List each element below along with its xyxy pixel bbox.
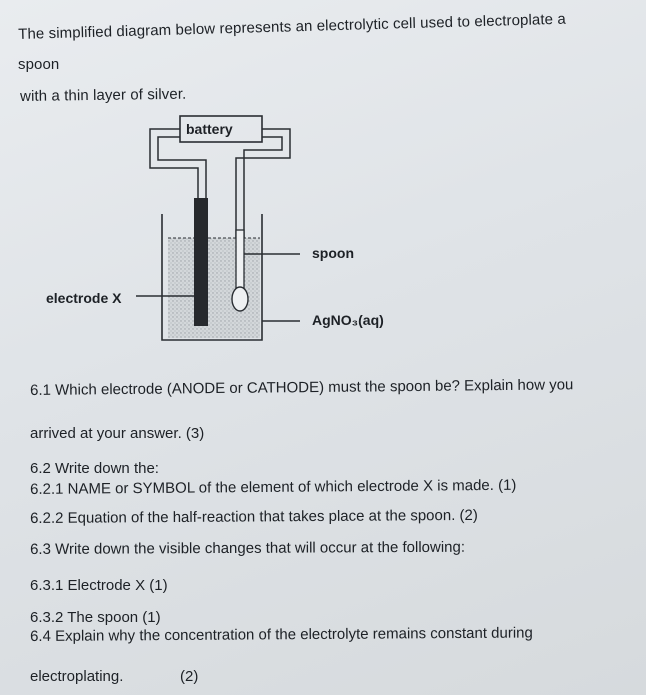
electrode-x-label: electrode X — [46, 290, 122, 306]
question-6-3-1: 6.3.1 Electrode X (1) — [30, 577, 168, 594]
wires — [150, 129, 290, 240]
question-6-4-mark: (2) — [180, 668, 199, 685]
question-6-3-2: 6.3.2 The spoon (1) — [30, 609, 161, 626]
question-6-1-line-2: arrived at your answer. (3) — [30, 425, 205, 442]
intro-line-2: spoon — [18, 56, 60, 73]
beaker — [162, 214, 262, 340]
battery — [180, 116, 262, 142]
question-6-2-2: 6.2.2 Equation of the half-reaction that takes place at the spoon. (2) — [30, 506, 478, 527]
question-6-4-line-1: 6.4 Explain why the concentration of the electrolyte remains constant during — [30, 624, 533, 645]
spoon-label: spoon — [312, 245, 354, 261]
question-6-1-line-1: 6.1 Which electrode (ANODE or CATHODE) must the spoon be? Explain how you — [30, 376, 574, 399]
question-6-3: 6.3 Write down the visible changes that will occur at the following: — [30, 538, 466, 558]
electrolyte-label: AgNO₃(aq) — [312, 312, 384, 328]
question-6-4-line-2: electroplating. — [30, 668, 124, 685]
question-6-2-1: 6.2.1 NAME or SYMBOL of the element of which electrode X is made. (1) — [30, 476, 517, 498]
electrode-x — [194, 198, 208, 326]
intro-line-1: The simplified diagram below represents an electrolytic cell used to electroplate a — [18, 10, 567, 43]
battery-label: battery — [186, 121, 233, 137]
question-6-2: 6.2 Write down the: — [30, 460, 159, 477]
intro-line-3: with a thin layer of silver. — [20, 85, 187, 105]
